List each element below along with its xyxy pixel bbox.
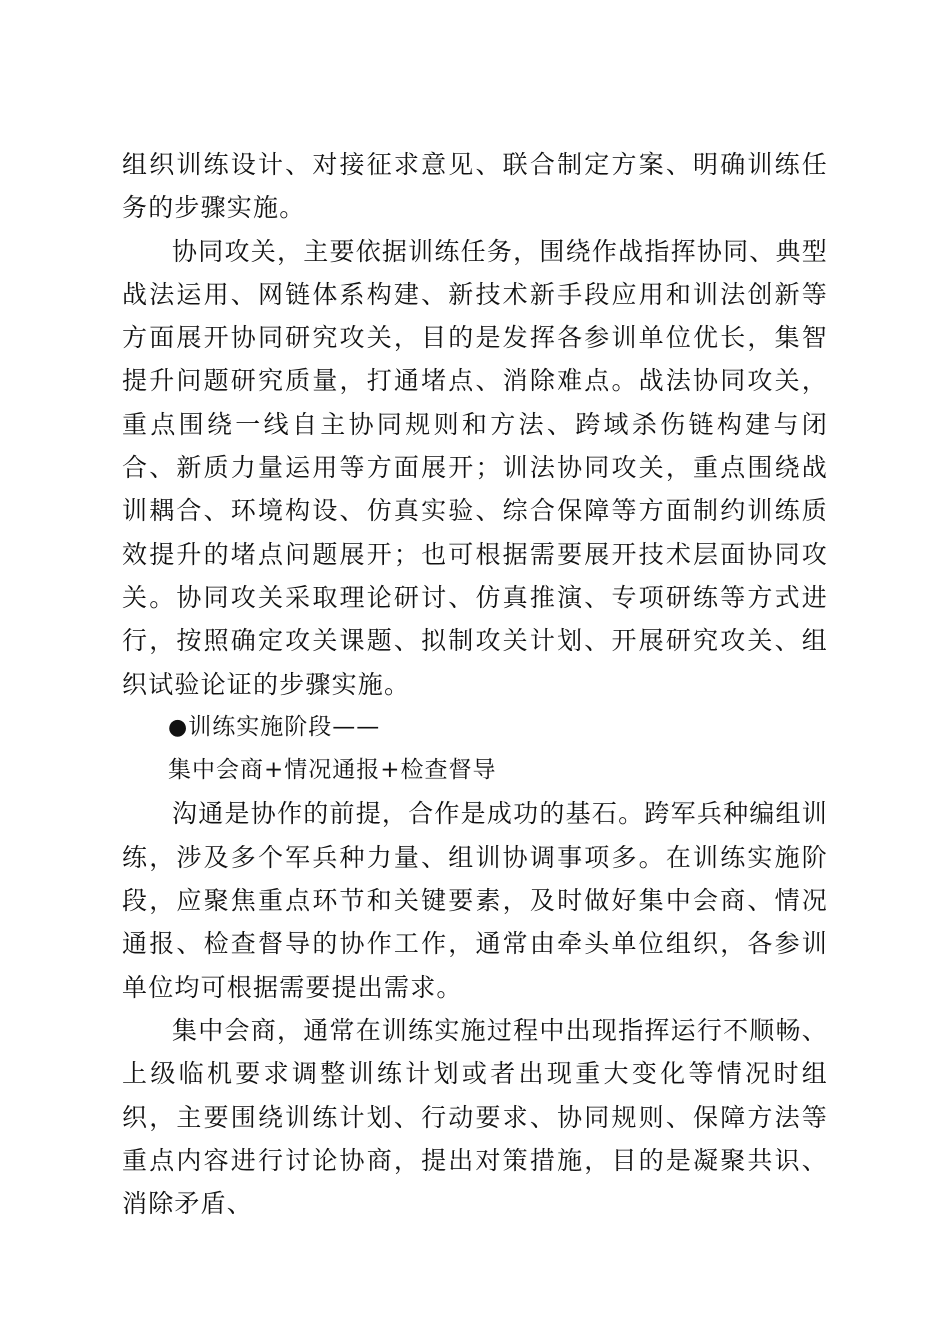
- section-title: 训练实施阶段——: [188, 713, 381, 740]
- paragraph-centralized-consultation: 集中会商，通常在训练实施过程中出现指挥运行不顺畅、上级临机要求调整训练计划或者出现重大变化等情况时组织，主要围绕训练计划、行动要求、协同规则、保障方法等重点内容进行讨论协商，提出对策措施，目的是凝聚共识、消除矛盾、: [122, 1015, 828, 1219]
- section-heading: [122, 706, 828, 749]
- section-subtitle: 集中会商+情况通报+检查督导: [168, 757, 497, 784]
- bullet-icon: ●: [168, 714, 189, 740]
- document-body: [122, 143, 828, 1225]
- paragraph-continuation: 组织训练设计、对接征求意见、联合制定方案、明确训练任务的步骤实施。: [122, 150, 828, 223]
- paragraph-coordinated-research: 协同攻关，主要依据训练任务，围绕作战指挥协同、典型战法运用、网链体系构建、新技术新手段应用和训法创新等方面展开协同研究攻关，目的是发挥各参训单位优长，集智提升问题研究质量，打通堵点、消除难点。战法协同攻关，重点围绕一线自主协同规则和方法、跨域杀伤链构建与闭合、新质力量运用等方面展开；训法协同攻关，重点围绕战训耦合、环境构设、仿真实验、综合保障等方面制约训练质效提升的堵点问题展开；也可根据需要展开技术层面协同攻关。协同攻关采取理论研讨、仿真推演、专项研练等方式进行，按照确定攻关课题、拟制攻关计划、开展研究攻关、组织试验论证的步骤实施。: [122, 236, 828, 699]
- paragraph-communication: 沟通是协作的前提，合作是成功的基石。跨军兵种编组训练，涉及多个军兵种力量、组训协调事项多。在训练实施阶段，应聚焦重点环节和关键要素，及时做好集中会商、情况通报、检查督导的协作工作，通常由牵头单位组织，各参训单位均可根据需要提出需求。: [122, 799, 828, 1002]
